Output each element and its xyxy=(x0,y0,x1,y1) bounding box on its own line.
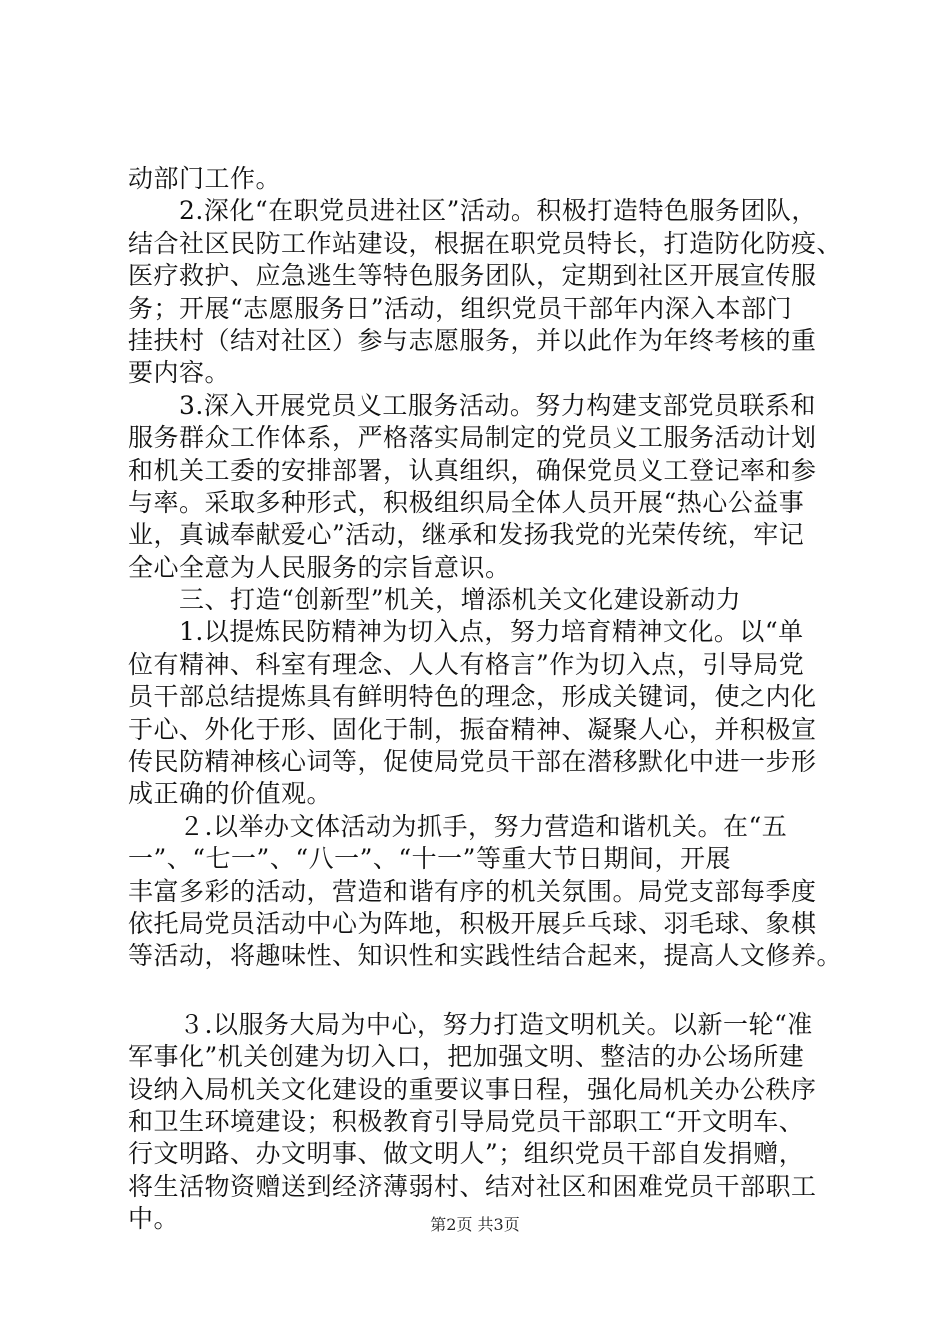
text-line: 军事化”机关创建为切入口，把加强文明、整洁的办公场所建 xyxy=(128,1042,805,1072)
text-line: 依托局党员活动中心为阵地，积极开展乒乓球、羽毛球、象棋 xyxy=(128,908,817,938)
document-body xyxy=(128,163,843,1236)
text-line: 1.以提炼民防精神为切入点，努力培育精神文化。以“单 xyxy=(128,617,804,647)
text-line: 中。 xyxy=(128,1204,180,1234)
text-line: 要内容。 xyxy=(128,358,231,388)
text-line: 于心、外化于形、固化于制，振奋精神、凝聚人心，并积极宣 xyxy=(128,714,817,744)
text-line: 和卫生环境建设；积极教育引导局党员干部职工“开文明车、 xyxy=(128,1106,805,1136)
text-line: 与率。采取多种形式，积极组织局全体人员开展“热心公益事 xyxy=(128,487,805,517)
text-line: 结合社区民防工作站建设，根据在职党员特长，打造防化防疫、 xyxy=(128,228,843,258)
text-line: 服务群众工作体系，严格落实局制定的党员义工服务活动计划 xyxy=(128,423,817,453)
text-line: 传民防精神核心词等，促使局党员干部在潜移默化中进一步形 xyxy=(128,747,817,777)
text-block-1 xyxy=(128,163,843,973)
text-line: 一”、“七一”、“八一”、“十一”等重大节日期间，开展 xyxy=(128,844,731,874)
text-line: 位有精神、科室有理念、人人有格言”作为切入点，引导局党 xyxy=(128,649,805,679)
text-line: 务；开展“志愿服务日”活动，组织党员干部年内深入本部门 xyxy=(128,293,793,323)
text-line: 和机关工委的安排部署，认真组织，确保党员义工登记率和参 xyxy=(128,455,817,485)
text-line: 行文明路、办文明事、做文明人”；组织党员干部自发捐赠， xyxy=(128,1139,805,1169)
text-line: 设纳入局机关文化建设的重要议事日程，强化局机关办公秩序 xyxy=(128,1074,817,1104)
text-line: ２.以举办文体活动为抓手，努力营造和谐机关。在“五 xyxy=(128,811,788,841)
page-number-footer: 第2页 共3页 xyxy=(430,1215,520,1234)
text-line: 动部门工作。 xyxy=(128,164,282,193)
text-line: 成正确的价值观。 xyxy=(128,779,333,809)
text-line: 业，真诚奉献爱心”活动，继承和发扬我党的光荣传统，牢记 xyxy=(128,520,805,550)
text-line: ３.以服务大局为中心，努力打造文明机关。以新一轮“准 xyxy=(128,1009,813,1039)
text-line: 员干部总结提炼具有鲜明特色的理念，形成关键词，使之内化 xyxy=(128,682,817,712)
text-block-2 xyxy=(128,1009,828,1236)
text-line: 全心全意为人民服务的宗旨意识。 xyxy=(128,552,511,582)
text-line: 医疗救护、应急逃生等特色服务团队，定期到社区开展宣传服 xyxy=(128,261,817,291)
text-line: 2.深化“在职党员进社区”活动。积极打造特色服务团队， xyxy=(128,196,817,226)
text-line: 丰富多彩的活动，营造和谐有序的机关氛围。局党支部每季度 xyxy=(128,876,817,906)
text-line: 挂扶村（结对社区）参与志愿服务，并以此作为年终考核的重 xyxy=(128,325,817,355)
paragraph-gap xyxy=(128,973,828,1009)
text-line: 等活动，将趣味性、知识性和实践性结合起来，提高人文修养。 xyxy=(128,941,843,971)
text-line: 3.深入开展党员义工服务活动。努力构建支部党员联系和 xyxy=(128,390,816,420)
section-heading: 三、打造“创新型”机关，增添机关文化建设新动力 xyxy=(128,585,742,615)
text-line: 将生活物资赠送到经济薄弱村、结对社区和困难党员干部职工 xyxy=(128,1171,817,1201)
